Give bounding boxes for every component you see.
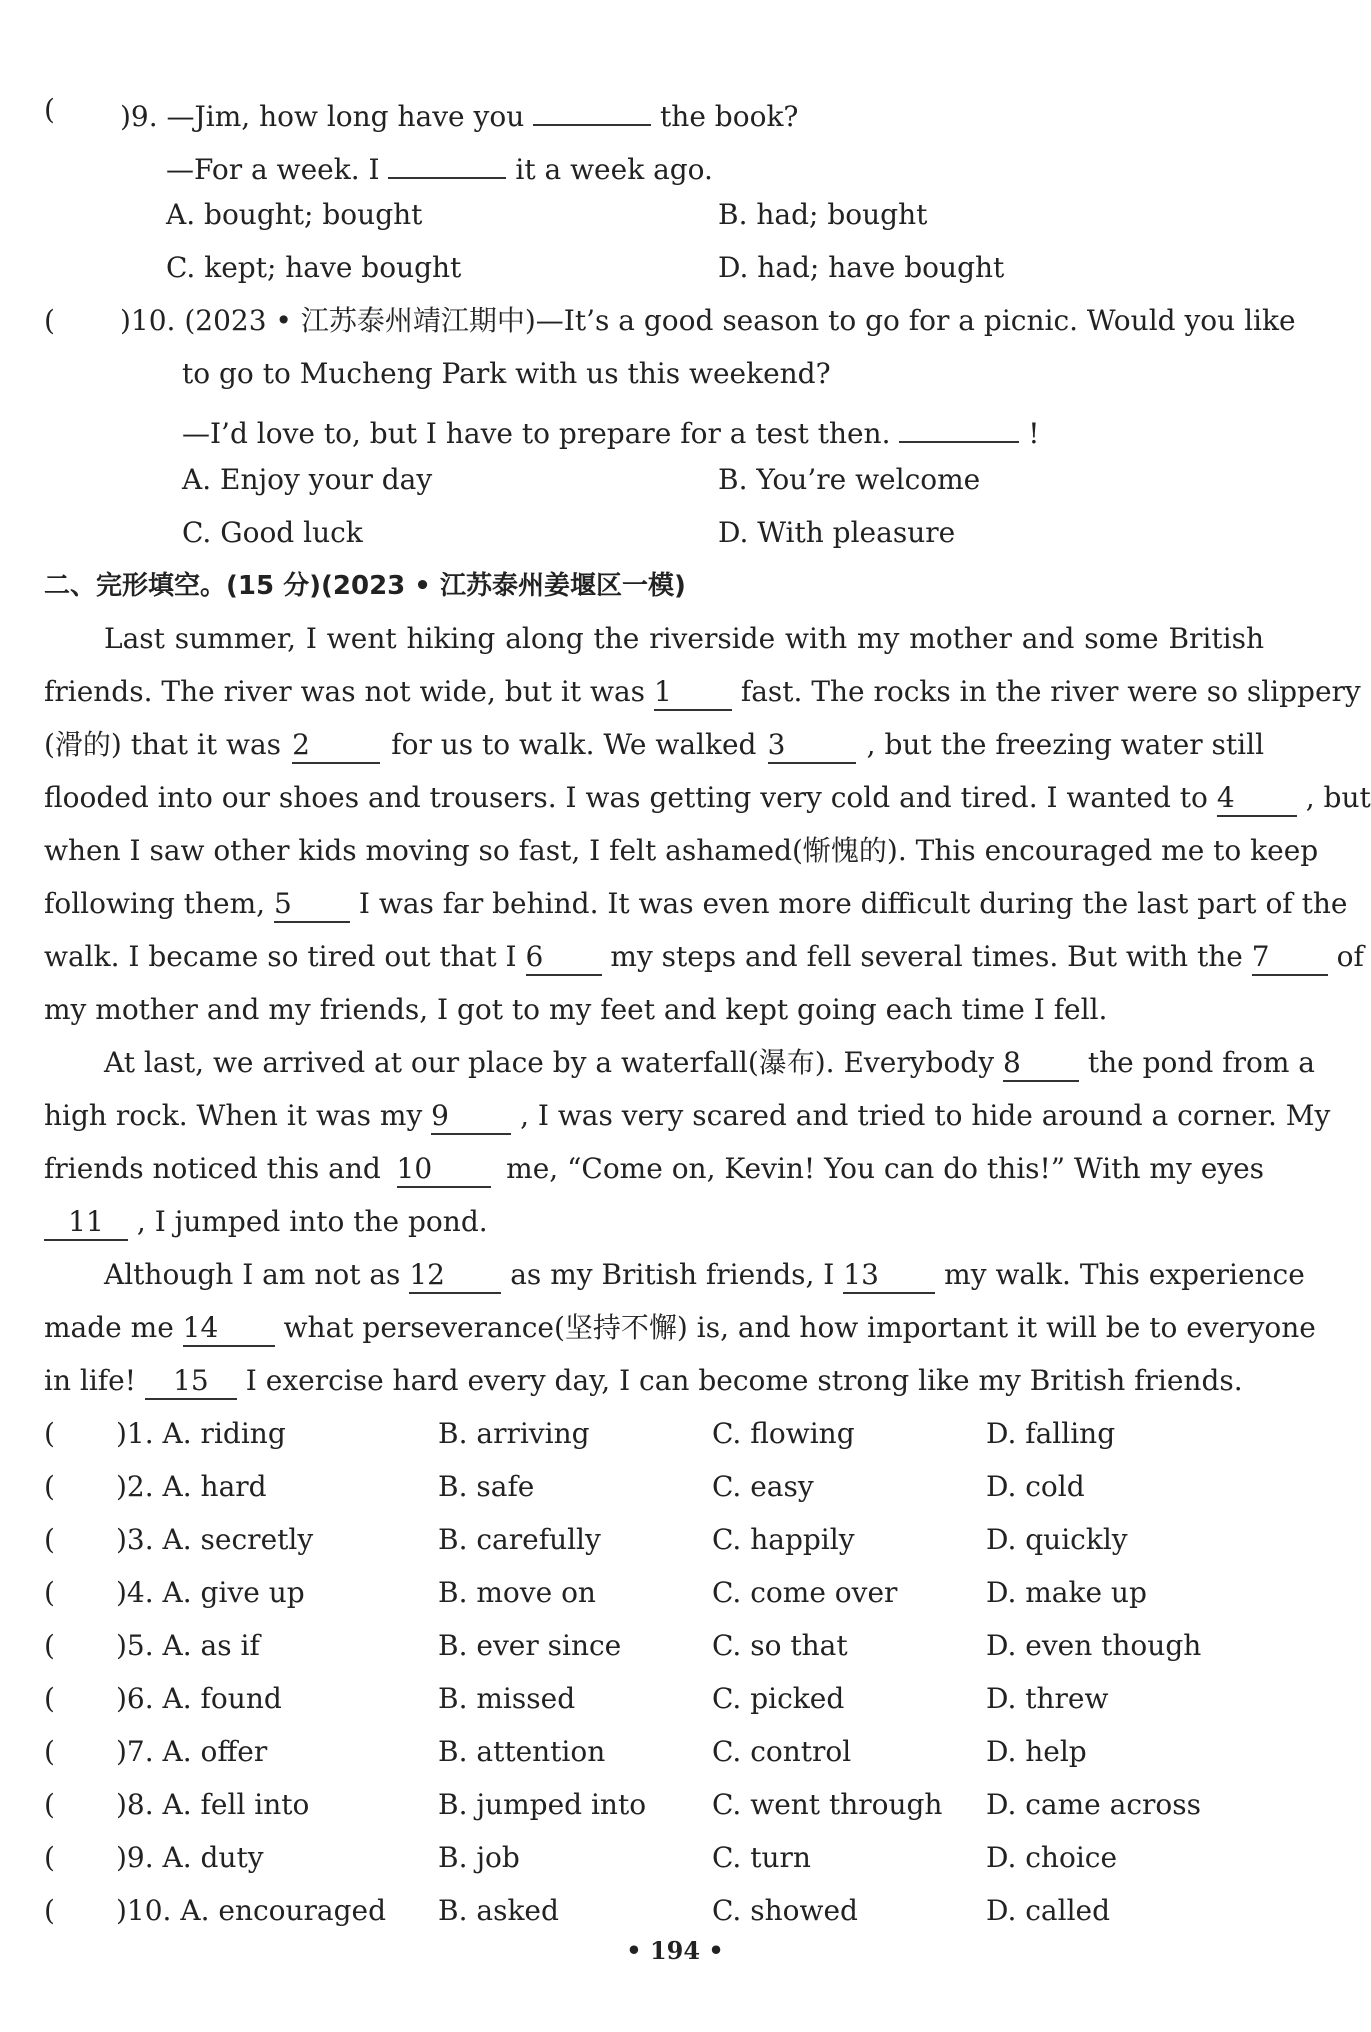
option-c[interactable]: C. control [712, 1735, 852, 1768]
passage-text: for us to walk. We walked [391, 728, 757, 761]
cloze-blank-5[interactable]: 5 [274, 889, 350, 923]
passage-text: my mother and my friends, I got to my feet and kept going each time I fell. [44, 993, 1108, 1026]
option-a[interactable]: A. Enjoy your day [182, 463, 433, 496]
option-a[interactable]: )6. A. found [116, 1682, 282, 1715]
option-d[interactable]: D. even though [986, 1629, 1202, 1662]
cloze-blank-15[interactable]: 15 [145, 1366, 237, 1400]
cloze-blank-6[interactable]: 6 [526, 942, 602, 976]
option-c[interactable]: C. picked [712, 1682, 845, 1715]
answer-paren: ( [44, 1841, 55, 1874]
option-c[interactable]: C. come over [712, 1576, 898, 1609]
option-d[interactable]: D. had; have bought [718, 251, 1005, 284]
passage-text: friends. The river was not wide, but it was [44, 675, 646, 708]
passage-text: Although I am not as [104, 1258, 401, 1291]
q9-stem-text: )9. —Jim, how long have you [120, 100, 525, 133]
option-b[interactable]: B. jumped into [438, 1788, 647, 1821]
passage-text: I was far behind. It was even more difficult during the last part of the [358, 887, 1348, 920]
option-a[interactable]: )9. A. duty [116, 1841, 264, 1874]
passage-text: in life! [44, 1364, 136, 1397]
option-c[interactable]: C. flowing [712, 1417, 855, 1450]
option-b[interactable]: B. You’re welcome [718, 463, 981, 496]
option-b[interactable]: B. had; bought [718, 198, 928, 231]
option-d[interactable]: D. choice [986, 1841, 1118, 1874]
option-b[interactable]: B. carefully [438, 1523, 601, 1556]
passage-text: (滑的) that it was [44, 728, 282, 761]
q10-stem-text: )10. (2023 • 江苏泰州靖江期中)—It’s a good season to go for a picnic. Would you like [120, 304, 1296, 337]
answer-paren: ( [44, 1682, 55, 1715]
option-c[interactable]: C. easy [712, 1470, 814, 1503]
passage-text: Last summer, I went hiking along the riverside with my mother and some British [104, 622, 1264, 655]
answer-paren: ( [44, 1894, 55, 1927]
option-a[interactable]: )10. A. encouraged [116, 1894, 387, 1927]
answer-paren: ( [44, 304, 55, 337]
answer-blank[interactable] [388, 145, 506, 179]
passage-text: I exercise hard every day, I can become strong like my British friends. [245, 1364, 1243, 1397]
option-a[interactable]: )1. A. riding [116, 1417, 286, 1450]
option-b[interactable]: B. ever since [438, 1629, 622, 1662]
option-d[interactable]: D. make up [986, 1576, 1147, 1609]
cloze-blank-14[interactable]: 14 [183, 1313, 275, 1347]
passage-text: my steps and fell several times. But with the [610, 940, 1243, 973]
option-b[interactable]: B. move on [438, 1576, 596, 1609]
option-d[interactable]: D. called [986, 1894, 1111, 1927]
option-b[interactable]: B. job [438, 1841, 520, 1874]
passage-text: , I jumped into the pond. [136, 1205, 488, 1238]
cloze-blank-1[interactable]: 1 [654, 677, 732, 711]
cloze-blank-13[interactable]: 13 [843, 1260, 935, 1294]
answer-paren: ( [44, 1470, 55, 1503]
answer-paren: ( [44, 1788, 55, 1821]
option-c[interactable]: C. turn [712, 1841, 811, 1874]
passage-text: as my British friends, I [510, 1258, 835, 1291]
option-d[interactable]: D. help [986, 1735, 1087, 1768]
passage-text: when I saw other kids moving so fast, I felt ashamed(惭愧的). This encouraged me to keep [44, 834, 1319, 867]
answer-paren: ( [44, 1735, 55, 1768]
option-b[interactable]: B. asked [438, 1894, 559, 1927]
option-c[interactable]: C. so that [712, 1629, 848, 1662]
option-d[interactable]: D. quickly [986, 1523, 1128, 1556]
option-a[interactable]: )4. A. give up [116, 1576, 305, 1609]
q9-stem-text: it a week ago. [515, 153, 713, 186]
option-d[interactable]: D. cold [986, 1470, 1085, 1503]
passage-text: what perseverance(坚持不懈) is, and how important it will be to everyone [283, 1311, 1316, 1344]
passage-text: friends noticed this and [44, 1152, 381, 1185]
answer-paren: ( [44, 1629, 55, 1662]
passage-text: following them, [44, 887, 266, 920]
option-c[interactable]: C. showed [712, 1894, 858, 1927]
passage-text: high rock. When it was my [44, 1099, 423, 1132]
cloze-blank-3[interactable]: 3 [768, 730, 856, 764]
cloze-blank-11[interactable]: 11 [44, 1207, 128, 1241]
option-d[interactable]: D. threw [986, 1682, 1109, 1715]
option-d[interactable]: D. With pleasure [718, 516, 956, 549]
passage-text: the pond from a [1087, 1046, 1316, 1079]
answer-paren: ( [44, 93, 55, 126]
option-a[interactable]: )7. A. offer [116, 1735, 268, 1768]
passage-text: fast. The rocks in the river were so slippery [740, 675, 1361, 708]
passage-text: At last, we arrived at our place by a waterfall(瀑布). Everybody [104, 1046, 995, 1079]
option-b[interactable]: B. safe [438, 1470, 535, 1503]
passage-text: flooded into our shoes and trousers. I was getting very cold and tired. I wanted to [44, 781, 1208, 814]
passage-text: of [1336, 940, 1364, 973]
option-c[interactable]: C. happily [712, 1523, 855, 1556]
cloze-blank-4[interactable]: 4 [1217, 783, 1297, 817]
option-b[interactable]: B. arriving [438, 1417, 590, 1450]
option-b[interactable]: B. missed [438, 1682, 576, 1715]
option-b[interactable]: B. attention [438, 1735, 606, 1768]
option-a[interactable]: )8. A. fell into [116, 1788, 310, 1821]
q9-stem-text: the book? [660, 100, 799, 133]
answer-paren: ( [44, 1523, 55, 1556]
passage-text: made me [44, 1311, 174, 1344]
option-d[interactable]: D. came across [986, 1788, 1202, 1821]
passage-text: , I was very scared and tried to hide around a corner. My [520, 1099, 1331, 1132]
cloze-blank-8[interactable]: 8 [1003, 1048, 1079, 1082]
cloze-blank-10[interactable]: 10 [397, 1154, 491, 1188]
option-c[interactable]: C. went through [712, 1788, 943, 1821]
q10-stem-text: ! [1028, 417, 1040, 450]
answer-paren: ( [44, 1576, 55, 1609]
option-a[interactable]: A. bought; bought [166, 198, 423, 231]
option-d[interactable]: D. falling [986, 1417, 1116, 1450]
passage-text: , but [1305, 781, 1371, 814]
passage-text: my walk. This experience [944, 1258, 1305, 1291]
cloze-blank-2[interactable]: 2 [292, 730, 380, 764]
option-a[interactable]: )5. A. as if [116, 1629, 260, 1662]
page-number: • 194 • [626, 1936, 724, 1965]
answer-blank[interactable] [899, 409, 1019, 443]
q10-stem-text: —I’d love to, but I have to prepare for a test then. [182, 417, 891, 450]
q9-stem-text: —For a week. I [166, 153, 380, 186]
answer-paren: ( [44, 1417, 55, 1450]
passage-text: me, “Come on, Kevin! You can do this!” With my eyes [506, 1152, 1265, 1185]
option-a[interactable]: )3. A. secretly [116, 1523, 314, 1556]
cloze-blank-12[interactable]: 12 [409, 1260, 501, 1294]
answer-blank[interactable] [533, 92, 651, 126]
option-c[interactable]: C. kept; have bought [166, 251, 462, 284]
q10-stem-text: to go to Mucheng Park with us this weekend? [182, 357, 831, 390]
option-a[interactable]: )2. A. hard [116, 1470, 267, 1503]
passage-text: , but the freezing water still [866, 728, 1265, 761]
cloze-blank-9[interactable]: 9 [431, 1101, 511, 1135]
section-title: 二、完形填空。(15 分)(2023 • 江苏泰州姜堰区一模) [44, 571, 686, 601]
option-c[interactable]: C. Good luck [182, 516, 363, 549]
cloze-blank-7[interactable]: 7 [1252, 942, 1328, 976]
passage-text: walk. I became so tired out that I [44, 940, 517, 973]
